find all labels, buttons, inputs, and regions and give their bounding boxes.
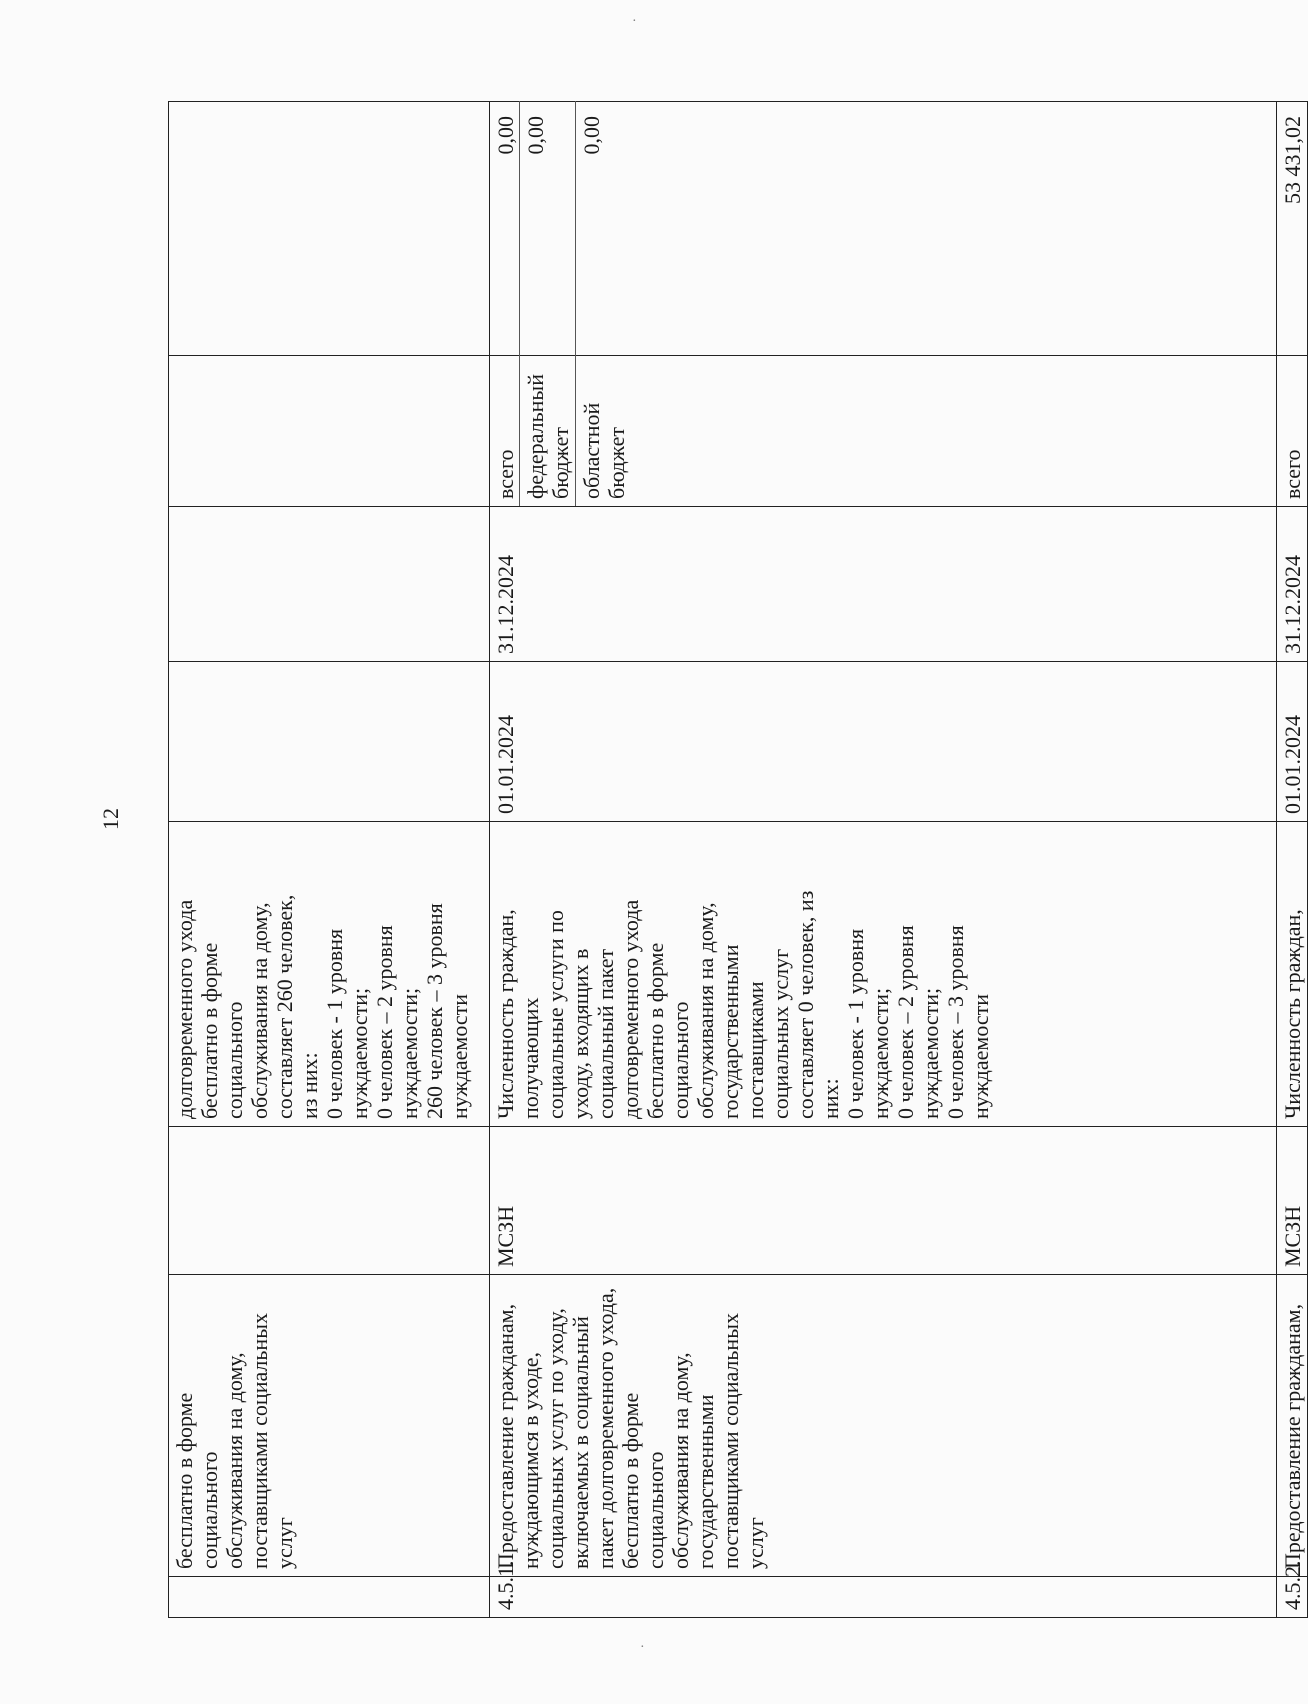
amount-cell	[169, 102, 490, 356]
amount-regional-cell: 0,00	[575, 102, 1276, 356]
indicator-cell: долговременного ухода бесплатно в форме социального обслуживания на дому, составляет 260 человек, из них: 0 человек - 1 уровня нуждаемости; 0 человек – 2 уровня нуждаемости; 260 человек – 3 уровня нуждаемости	[169, 822, 490, 1127]
scan-speck: ·	[632, 14, 637, 29]
source-total-cell: всего	[1276, 356, 1307, 507]
page-number: 12	[98, 808, 123, 830]
amount-total-cell: 0,00	[489, 102, 519, 356]
amount-federal-cell: 0,00	[520, 102, 576, 356]
program-activities-table	[168, 101, 1308, 1618]
source-regional-cell: областной бюджет	[575, 356, 1276, 507]
activity-name-cell: Предоставление гражданам,	[1276, 1275, 1307, 1577]
amount-total-cell: 53 431,02	[1276, 102, 1307, 356]
executor-cell: МСЗН	[489, 1127, 1276, 1275]
table-row-continuation	[169, 102, 490, 1618]
activity-name-cell: Предоставление гражданам, нуждающимся в уходе, социальных услуг по уходу, включаемых в социальный пакет долговременного ухода, бесплатно в форме социального обслуживания на дому, государственными поставщиками социальных услуг	[489, 1275, 1276, 1577]
start-date-cell: 01.01.2024	[489, 662, 1276, 822]
scan-speck: ·	[640, 1640, 645, 1655]
num-cell: 4.5.1.	[489, 1577, 1276, 1618]
start-date-cell: 01.01.2024	[1276, 662, 1307, 822]
indicator-cell: Численность граждан, получающих социальные услуги по уходу, входящих в социальный пакет долговременного ухода бесплатно в форме социального обслуживания на дому, государственными поставщиками социальных услуг составляет 0 человек, из них: 0 человек - 1 уровня нуждаемости; 0 человек – 2 уровня нуждаемости; 0 человек – 3 уровня нуждаемости	[489, 822, 1276, 1127]
source-federal-cell: федеральный бюджет	[520, 356, 576, 507]
executor-cell	[169, 1127, 490, 1275]
start-date-cell	[169, 662, 490, 822]
rotated-table-wrapper	[168, 102, 1308, 1618]
num-cell	[169, 1577, 490, 1618]
num-cell: 4.5.2.	[1276, 1577, 1307, 1618]
end-date-cell: 31.12.2024	[489, 507, 1276, 662]
end-date-cell: 31.12.2024	[1276, 507, 1307, 662]
executor-cell: МСЗН	[1276, 1127, 1307, 1275]
source-cell	[169, 356, 490, 507]
source-total-cell: всего	[489, 356, 519, 507]
table-row-4-5-1	[489, 102, 519, 1618]
table-row-4-5-2	[1276, 102, 1307, 1618]
activity-name-cell: бесплатно в форме социального обслуживания на дому, поставщиками социальных услуг	[169, 1275, 490, 1577]
end-date-cell	[169, 507, 490, 662]
indicator-cell: Численность граждан,	[1276, 822, 1307, 1127]
